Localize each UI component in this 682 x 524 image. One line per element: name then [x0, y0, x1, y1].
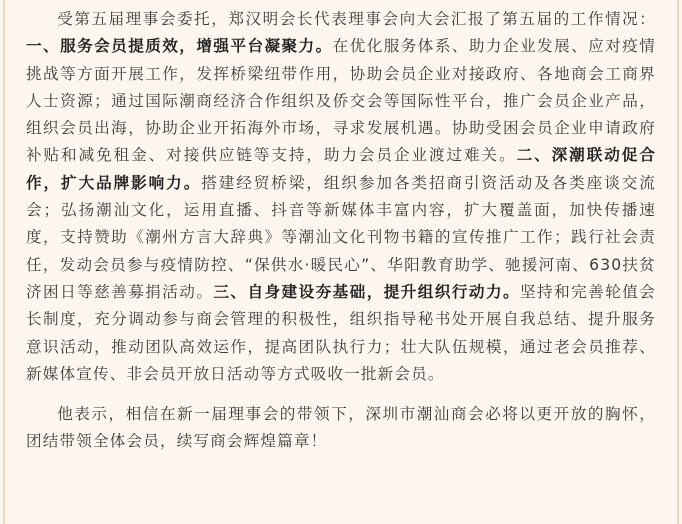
article-body [26, 6, 656, 456]
paragraph-text: 在优化服务体系、助力企业发展、应对疫情挑战等方面开展工作，发挥桥梁纽带作用，协助会员企业对接政府、各地商会工商界人士资源；通过国际潮商经济合作组织及侨交会等国际性平台，推广会员企业产品，组织会员出海，协助企业开拓海外市场，寻求发展机遇。协助受困会员企业申请政府补贴和减免租金、对接供应链等支持，助力会员企业渡过难关。 [26, 37, 656, 165]
article-paragraph: 他表示，相信在新一届理事会的带领下，深圳市潮汕商会必将以更开放的胸怀，团结带领全体会员，续写商会辉煌篇章！ [26, 405, 656, 451]
section-heading: 一、服务会员提质效，增强平台凝聚力。 [26, 37, 333, 56]
article-paragraph [26, 6, 656, 388]
paragraph-text: 坚持和完善轮值会长制度，充分调动参与商会管理的积极性，组织指导秘书处开展自我总结、提升服务意识活动，推动团队高效运作，提高团队执行力；壮大队伍规模，通过老会员推荐、新媒体宣传、非会员开放日活动等方式吸收一批新会员。 [26, 282, 657, 383]
section-heading: 三、自身建设夯基础，提升组织行动力。 [213, 282, 521, 301]
paragraph-text: 受第五届理事会委托，郑汉明会长代表理事会向大会汇报了第五届的工作情况： [57, 10, 656, 28]
page-frame-left [3, 0, 5, 524]
paragraph-text: 搭建经贸桥梁，组织参加各类招商引资活动及各类座谈交流会；弘扬潮汕文化，运用直播、抖音等新媒体丰富内容，扩大覆盖面，加快传播速度，支持赞助《潮州方言大辞典》等潮汕文化刊物书籍的宣传推广工作；践行社会责任，发动会员参与疫情防控、“保供水·暖民心”、华阳教育助学、驰援河南、630扶贫济困日等慈善募捐活动。 [26, 173, 656, 301]
section-heading: 二、深潮联动促合作，扩大品牌影响力。 [26, 146, 657, 192]
page-frame-right [677, 0, 679, 524]
